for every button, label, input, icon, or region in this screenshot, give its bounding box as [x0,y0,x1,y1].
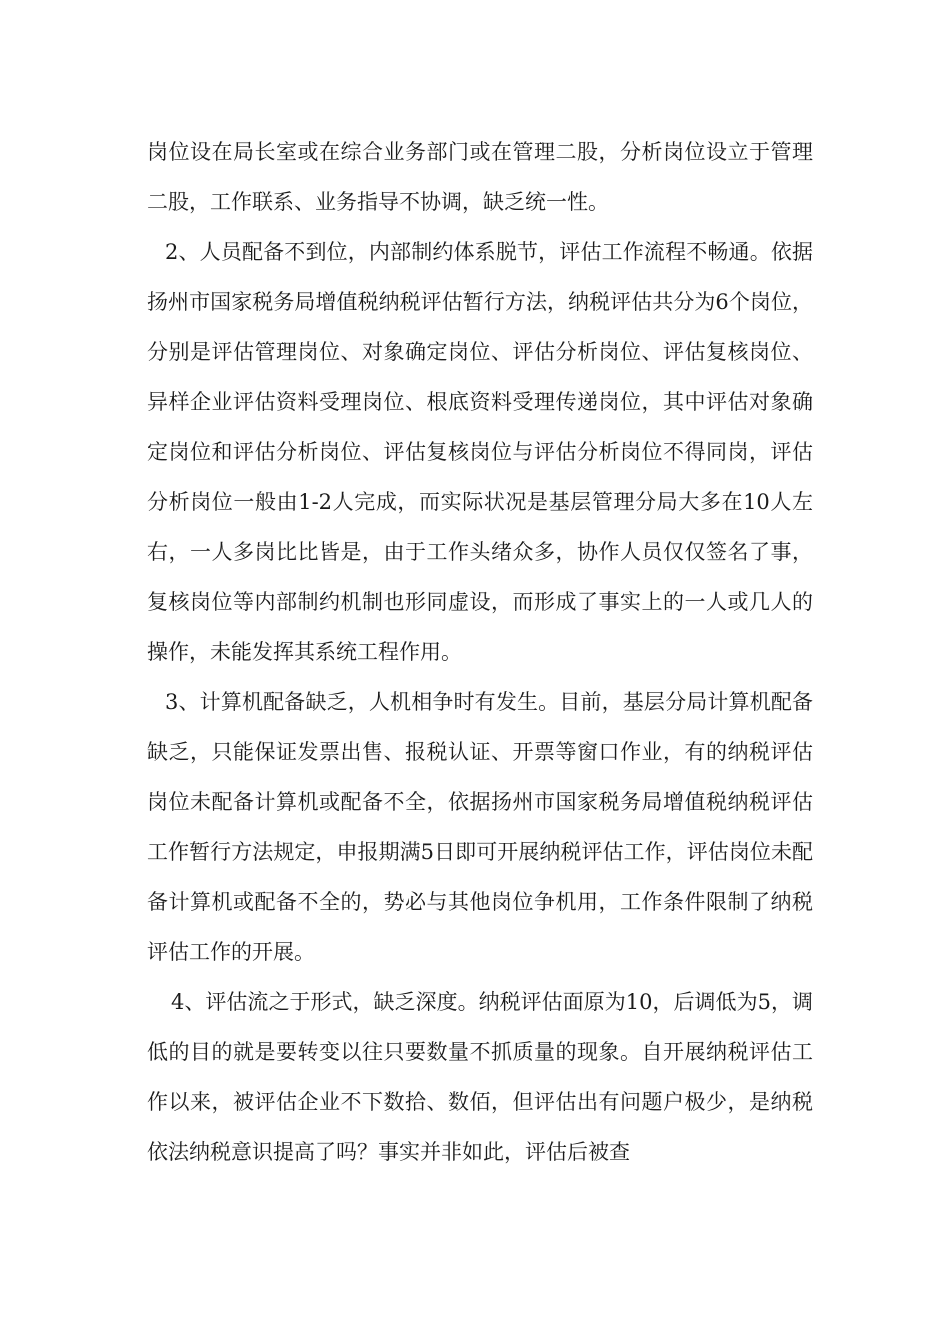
paragraph-2: 2、人员配备不到位，内部制约体系脱节，评估工作流程不畅通。依据扬州市国家税务局增值税纳税评估暂行方法，纳税评估共分为6个岗位，分别是评估管理岗位、对象确定岗位、评估分析岗位、评估复核岗位、异样企业评估资料受理岗位、根底资料受理传递岗位，其中评估对象确定岗位和评估分析岗位、评估复核岗位与评估分析岗位不得同岗，评估分析岗位一般由1-2人完成，而实际状况是基层管理分局大多在10人左右，一人多岗比比皆是，由于工作头绪众多，协作人员仅仅签名了事，复核岗位等内部制约机制也形同虚设，而形成了事实上的一人或几人的操作，未能发挥其系统工程作用。 [147,240,813,664]
paragraph-1: 岗位设在局长室或在综合业务部门或在管理二股，分析岗位设立于管理二股，工作联系、业务指导不协调，缺乏统一性。 [147,140,813,214]
paragraph-3: 3、计算机配备缺乏，人机相争时有发生。目前，基层分局计算机配备缺乏，只能保证发票出售、报税认证、开票等窗口作业，有的纳税评估岗位未配备计算机或配备不全，依据扬州市国家税务局增值税纳税评估工作暂行方法规定，申报期满5日即可开展纳税评估工作，评估岗位未配备计算机或配备不全的，势必与其他岗位争机用，工作条件限制了纳税评估工作的开展。 [147,690,813,964]
document-body [147,127,813,1177]
paragraph-4: 4、评估流之于形式，缺乏深度。纳税评估面原为10，后调低为5，调低的目的就是要转变以往只要数量不抓质量的现象。自开展纳税评估工作以来，被评估企业不下数拾、数佰，但评估出有问题户极少，是纳税依法纳税意识提高了吗？事实并非如此，评估后被查 [147,990,813,1164]
